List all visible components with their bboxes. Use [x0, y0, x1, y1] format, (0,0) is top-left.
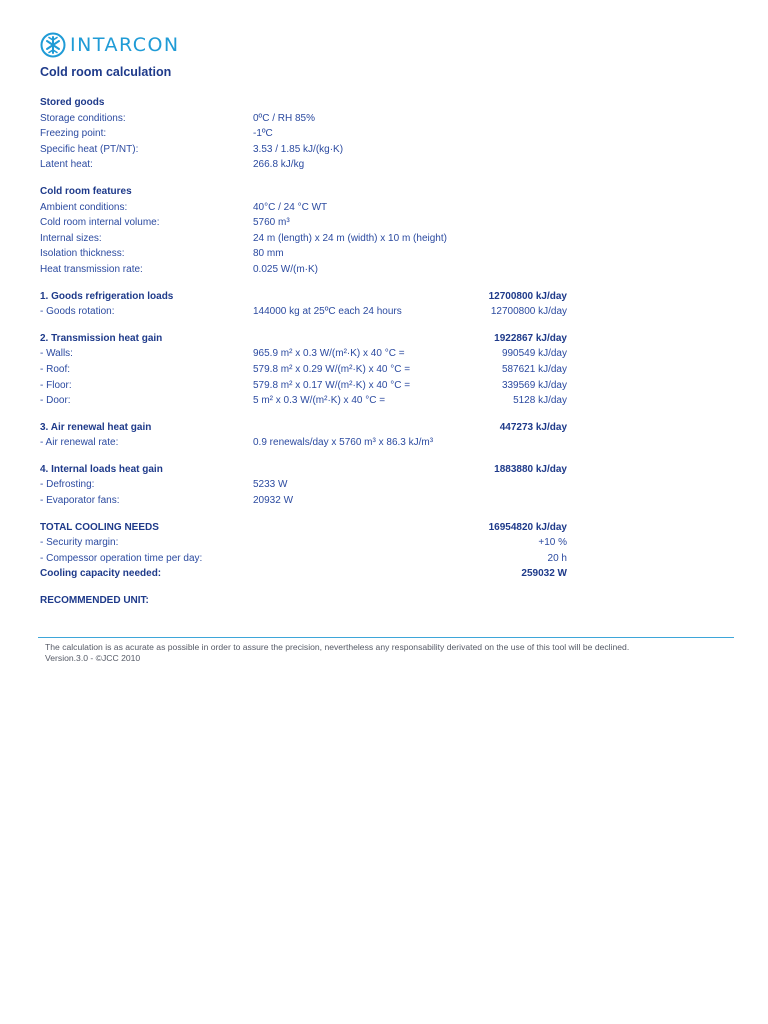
total-cooling-needs-row: TOTAL COOLING NEEDS 16954820 kJ/day	[40, 520, 570, 536]
evaporator-fans-row	[40, 493, 570, 509]
row-label: Internal sizes:	[40, 232, 102, 244]
page-title: Cold room calculation	[40, 65, 172, 79]
compressor-operation-row	[40, 551, 570, 567]
isolation-thickness-row	[40, 246, 570, 262]
row-label: - Defrosting:	[40, 479, 95, 491]
snowflake-emblem-icon	[40, 32, 66, 58]
row-label: - Walls:	[40, 348, 73, 360]
row-label: Heat transmission rate:	[40, 263, 143, 275]
security-margin-row	[40, 535, 570, 551]
row-value: 5128 kJ/day	[513, 395, 567, 407]
row-detail: 144000 kg at 25ºC each 24 hours	[253, 306, 402, 318]
row-value: 0.025 W/(m·K)	[253, 263, 319, 275]
section-heading-goods-refrigeration: 1. Goods refrigeration loads 12700800 kJ/day	[40, 289, 570, 305]
row-value: 40°C / 24 °C WT	[253, 201, 328, 213]
storage-conditions-row	[40, 111, 570, 127]
disclaimer-text: The calculation is as acurate as possible in order to assure the precision, nevertheless any responsability derivated on the use of this tool will be declined.	[45, 642, 630, 652]
row-value: +10 %	[538, 537, 567, 549]
row-detail: 20932 W	[253, 495, 294, 507]
section-heading-internal-loads: 4. Internal loads heat gain 1883880 kJ/day	[40, 462, 570, 478]
row-label: Isolation thickness:	[40, 248, 125, 260]
row-label: Ambient conditions:	[40, 201, 128, 213]
row-detail: 965.9 m² x 0.3 W/(m²·K) x 40 °C =	[253, 348, 405, 360]
footer	[45, 642, 629, 663]
calculation-sheet	[40, 95, 570, 609]
row-detail: 5 m² x 0.3 W/(m²·K) x 40 °C =	[253, 395, 386, 407]
floor-row	[40, 378, 570, 394]
roof-row	[40, 362, 570, 378]
row-label: Latent heat:	[40, 159, 93, 171]
row-detail: 579.8 m² x 0.29 W/(m²·K) x 40 °C =	[253, 363, 411, 375]
goods-rotation-row	[40, 304, 570, 320]
row-label: - Compessor operation time per day:	[40, 552, 203, 564]
heat-transmission-rate-row	[40, 262, 570, 278]
section-heading-cold-room-features: Cold room features	[40, 185, 132, 197]
brand-logo	[40, 32, 180, 58]
row-label: - Security margin:	[40, 537, 119, 549]
section-heading-transmission: 2. Transmission heat gain 1922867 kJ/day	[40, 331, 570, 347]
cooling-capacity-row	[40, 566, 570, 582]
row-label: Cooling capacity needed:	[40, 568, 162, 580]
defrosting-row	[40, 477, 570, 493]
row-value: 5760 m³	[253, 217, 290, 229]
version-text: Version.3.0 - ©JCC 2010	[45, 652, 141, 663]
row-label: - Air renewal rate:	[40, 437, 119, 449]
section-total: 1883880 kJ/day	[494, 463, 567, 475]
row-value: 339569 kJ/day	[501, 379, 567, 391]
row-detail: 0.9 renewals/day x 5760 m³ x 86.3 kJ/m³	[253, 437, 434, 449]
door-row	[40, 393, 570, 409]
footer-divider	[38, 637, 734, 638]
section-total: 1922867 kJ/day	[494, 332, 567, 344]
row-value: -1ºC	[253, 128, 273, 140]
row-label: - Goods rotation:	[40, 306, 115, 318]
row-value: 990549 kJ/day	[501, 348, 567, 360]
row-label: Specific heat (PT/NT):	[40, 143, 139, 155]
row-value: 20 h	[547, 552, 567, 564]
section-total: 447273 kJ/day	[499, 421, 567, 433]
row-label: Cold room internal volume:	[40, 217, 160, 229]
brand-name: INTARCON	[70, 34, 180, 56]
row-value: 3.53 / 1.85 kJ/(kg·K)	[253, 143, 344, 155]
section-heading-air-renewal: 3. Air renewal heat gain 447273 kJ/day	[40, 420, 570, 436]
section-total: 12700800 kJ/day	[488, 290, 567, 302]
row-value: 24 m (length) x 24 m (width) x 10 m (height)	[253, 232, 447, 244]
row-label: - Floor:	[40, 379, 72, 391]
row-label: - Door:	[40, 395, 71, 407]
air-renewal-rate-row	[40, 435, 570, 451]
row-detail: 579.8 m² x 0.17 W/(m²·K) x 40 °C =	[253, 379, 411, 391]
walls-row	[40, 346, 570, 362]
latent-heat-row	[40, 157, 570, 173]
internal-sizes-row	[40, 231, 570, 247]
ambient-conditions-row	[40, 200, 570, 216]
section-heading-stored-goods: Stored goods	[40, 97, 105, 108]
internal-volume-row	[40, 215, 570, 231]
row-label: Storage conditions:	[40, 112, 126, 124]
row-label: Freezing point:	[40, 128, 107, 140]
row-value: 266.8 kJ/kg	[253, 159, 305, 171]
row-label: - Evaporator fans:	[40, 495, 120, 507]
recommended-unit-heading: RECOMMENDED UNIT:	[40, 595, 149, 607]
row-value: 0ºC / RH 85%	[253, 112, 316, 124]
row-label: - Roof:	[40, 363, 71, 375]
row-detail: 5233 W	[253, 479, 288, 491]
row-value: 259032 W	[521, 568, 567, 580]
row-value: 587621 kJ/day	[501, 363, 567, 375]
freezing-point-row	[40, 126, 570, 142]
section-total: 16954820 kJ/day	[488, 521, 567, 533]
row-value: 12700800 kJ/day	[490, 306, 567, 318]
specific-heat-row	[40, 142, 570, 158]
row-value: 80 mm	[253, 248, 284, 260]
